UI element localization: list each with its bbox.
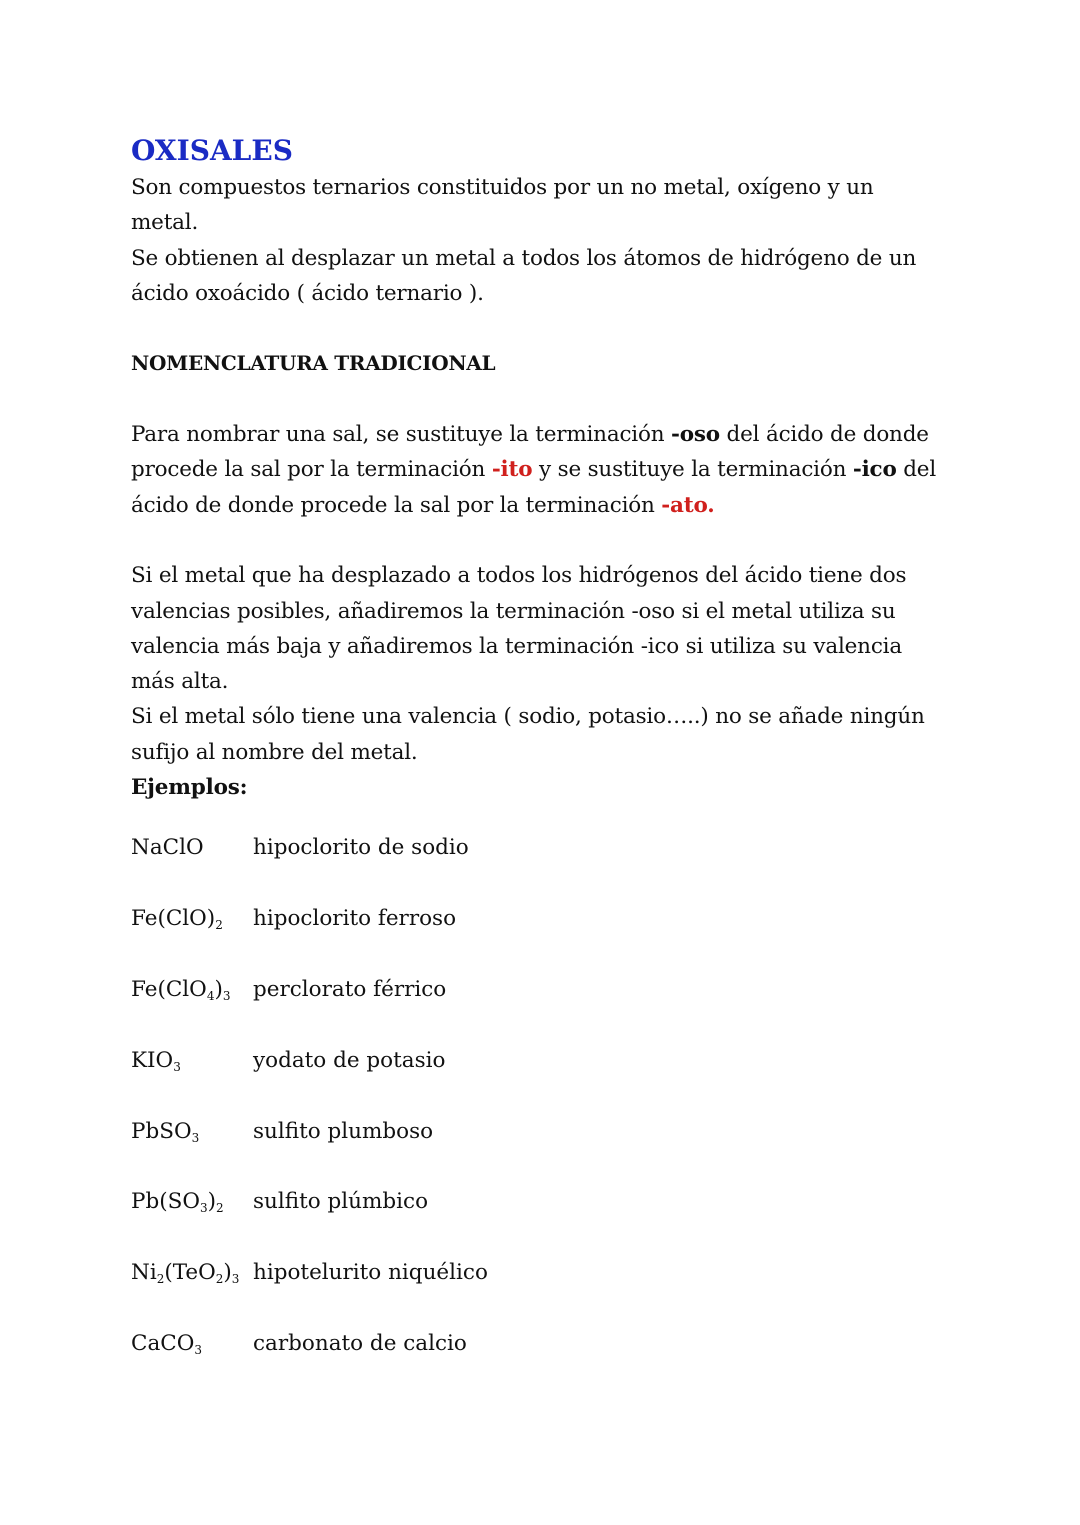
formula-text: Fe(ClO <box>131 976 207 1002</box>
rule1-text: y se sustituye la terminación <box>532 457 853 483</box>
rule2-line: sufijo al nombre del metal. <box>131 739 418 765</box>
formula-text: NaClO <box>131 835 204 861</box>
rule2-line: Si el metal que ha desplazado a todos los hidrógenos del ácido tiene dos <box>131 563 907 589</box>
example-formula <box>131 906 253 931</box>
rule1-line <box>131 488 961 523</box>
formula-subscript: 3 <box>222 988 231 1003</box>
example-formula <box>131 1119 253 1144</box>
rule1-text: del ácido de donde <box>719 422 929 448</box>
example-row <box>131 977 961 1048</box>
formula-subscript: 2 <box>156 1272 165 1287</box>
example-name: hipotelurito niquélico <box>253 1260 488 1286</box>
example-row <box>131 1048 961 1119</box>
rule2-line: valencia más baja y añadiremos la terminación -ico si utiliza su valencia <box>131 633 902 659</box>
formula-text: (TeO <box>164 1260 216 1286</box>
suffix-ato: -ato. <box>661 492 715 518</box>
example-row <box>131 1119 961 1190</box>
example-row <box>131 1331 961 1402</box>
example-name: hipoclorito de sodio <box>253 835 469 861</box>
page-title: OXISALES <box>131 134 293 167</box>
rule2-line: más alta. <box>131 669 229 695</box>
intro-line: metal. <box>131 210 199 236</box>
example-name: yodato de potasio <box>253 1047 446 1073</box>
example-formula <box>131 1189 253 1214</box>
example-formula <box>131 1048 253 1073</box>
formula-subscript: 4 <box>206 988 215 1003</box>
formula-subscript: 3 <box>173 1059 181 1074</box>
document-page <box>131 132 961 1402</box>
example-name: sulfito plumboso <box>253 1118 434 1144</box>
suffix-ito: -ito <box>491 457 533 483</box>
rule1-text: ácido de donde procede la sal por la terminación <box>131 492 662 518</box>
rule1-text: del <box>896 457 936 483</box>
example-formula <box>131 1331 253 1356</box>
formula-subscript: 3 <box>199 1201 208 1216</box>
formula-subscript: 2 <box>216 1201 224 1216</box>
formula-subscript: 2 <box>215 918 223 933</box>
example-name: carbonato de calcio <box>253 1330 467 1356</box>
formula-subscript: 3 <box>191 1130 200 1145</box>
rule2-line: valencias posibles, añadiremos la terminación -oso si el metal utiliza su <box>131 598 896 624</box>
example-row <box>131 1189 961 1260</box>
formula-text: ) <box>223 1260 232 1286</box>
formula-subscript: 2 <box>215 1272 224 1287</box>
rule1-text: procede la sal por la terminación <box>131 457 492 483</box>
rule1-text: Para nombrar una sal, se sustituye la terminación <box>131 422 671 448</box>
formula-text: Pb(SO <box>131 1189 200 1215</box>
suffix-ico: -ico <box>852 457 897 483</box>
formula-text: Ni <box>131 1260 157 1286</box>
formula-text: ) <box>207 1189 217 1215</box>
example-name: sulfito plúmbico <box>253 1189 429 1215</box>
example-row <box>131 906 961 977</box>
formula-subscript: 3 <box>231 1272 240 1287</box>
example-name: hipoclorito ferroso <box>253 906 457 932</box>
example-formula <box>131 835 253 860</box>
examples-list <box>131 835 961 1401</box>
example-row <box>131 835 961 906</box>
intro-line: ácido oxoácido ( ácido ternario ). <box>131 280 484 306</box>
example-name: perclorato férrico <box>253 976 447 1002</box>
example-formula <box>131 977 253 1002</box>
rule1-line <box>131 417 961 452</box>
formula-text: Fe(ClO) <box>131 906 216 932</box>
examples-label: Ejemplos: <box>131 775 248 801</box>
example-formula <box>131 1260 253 1285</box>
rule2-line: Si el metal sólo tiene una valencia ( sodio, potasio…..) no se añade ningún <box>131 704 925 730</box>
rule1-line <box>131 452 961 487</box>
formula-text: CaCO <box>131 1330 195 1356</box>
spacer <box>131 523 961 558</box>
spacer <box>131 311 961 346</box>
formula-text: ) <box>214 976 223 1002</box>
formula-subscript: 3 <box>194 1342 202 1357</box>
section-heading: NOMENCLATURA TRADICIONAL <box>131 351 496 376</box>
suffix-oso: -oso <box>671 422 720 448</box>
formula-text: PbSO <box>131 1118 192 1144</box>
spacer <box>131 382 961 417</box>
intro-line: Se obtienen al desplazar un metal a todos los átomos de hidrógeno de un <box>131 245 917 271</box>
intro-line: Son compuestos ternarios constituidos por un no metal, oxígeno y un <box>131 175 874 200</box>
example-row <box>131 1260 961 1331</box>
formula-text: KIO <box>131 1047 174 1073</box>
